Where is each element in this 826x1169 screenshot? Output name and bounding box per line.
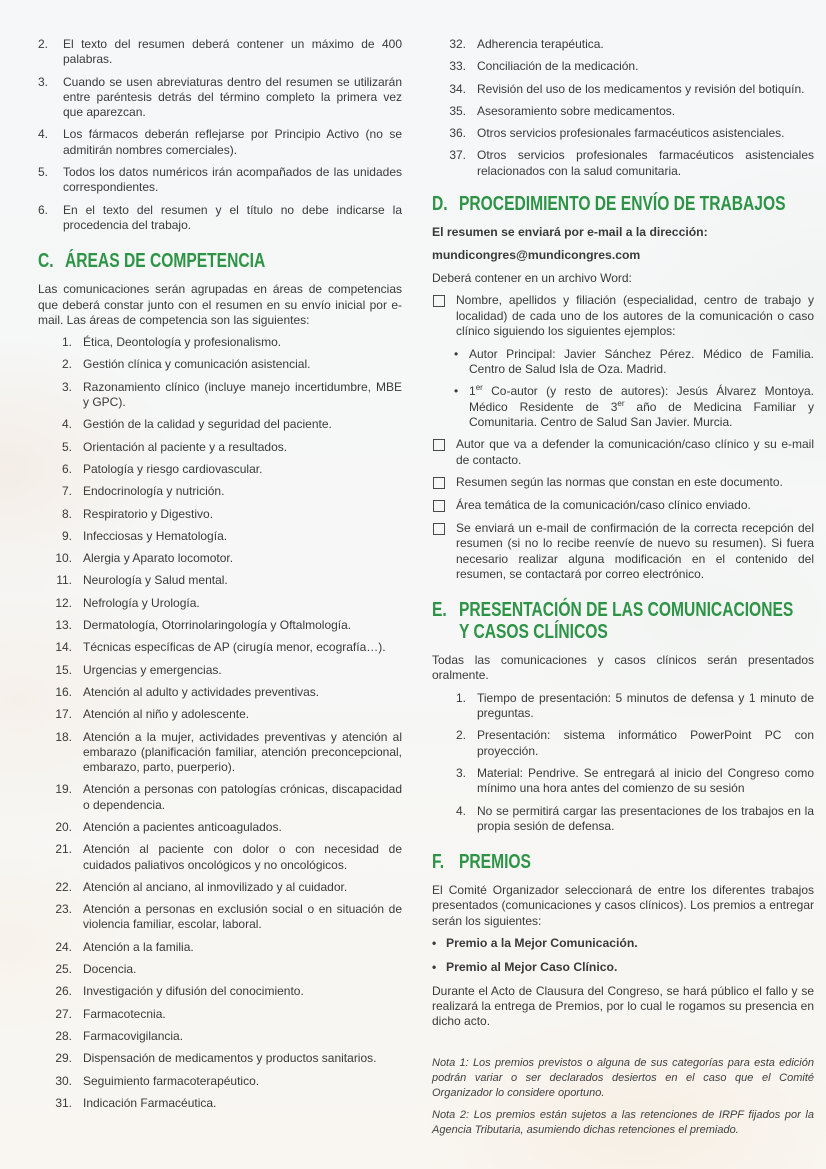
item-number: 35. (449, 103, 466, 118)
checkbox-icon (433, 500, 445, 512)
list-item (432, 104, 814, 119)
list-item (432, 728, 814, 759)
list-item (38, 663, 402, 678)
item-text: Respiratorio y Digestivo. (83, 506, 214, 521)
list-item (38, 640, 402, 655)
item-number: 3. (38, 74, 49, 89)
item-text: Neurología y Salud mental. (83, 573, 228, 588)
item-text: Atención a la mujer, actividades preventivas y atención al embarazo (planificación familiar, atención preconcepcional, embarazo, parto, puerperio). (83, 729, 402, 775)
item-text: Otros servicios profesionales farmacéuticos asistenciales. (477, 126, 785, 141)
checklist-item-text: Autor que va a defender la comunicación/caso clínico y su e-mail de contacto. (456, 437, 814, 467)
list-item (38, 820, 402, 835)
section-letter: E. (432, 599, 447, 622)
item-number: 2. (455, 728, 466, 743)
list-item (38, 1096, 402, 1111)
item-text: Alergia y Aparato locomotor. (83, 551, 234, 566)
item-text: Ética, Deontología y profesionalismo. (83, 335, 282, 350)
checklist-item-text: Se enviará un e-mail de confirmación de la correcta recepción del resumen (si no lo recibe reenvíe de nuevo su resumen). Si fuera necesario realizar alguna modificación en el contenido del resumen, se contactará por correo electrónico. (456, 520, 814, 581)
checklist-item-text: Área temática de la comunicación/caso clínico enviado. (456, 498, 751, 513)
item-text: Atención al niño y adolescente. (83, 707, 250, 722)
item-number: 4. (61, 417, 72, 432)
item-text: Técnicas específicas de AP (cirugía menor, ecografía…). (83, 640, 386, 655)
list-item (38, 1007, 402, 1022)
checklist-item-text: Nombre, apellidos y filiación (especialidad, centro de trabajo y localidad) de cada uno de los autores de la comunicación o caso clínico siguiendo los siguientes ejemplos: (456, 293, 814, 338)
section-title: PREMIOS (459, 851, 531, 874)
bullet-icon: • (432, 959, 437, 974)
note-text: Nota 1: Los premios previstos o alguna de sus categorías para esta edición podrán variar o ser declarados desiertos en el caso que el Comité Organizador lo considere oportuno. (432, 1057, 814, 1099)
list-item (38, 335, 402, 350)
item-text: Docencia. (83, 962, 137, 977)
item-text: Atención al anciano, al inmovilizado y al cuidador. (83, 879, 348, 894)
prize-item (432, 936, 814, 951)
checkbox-icon (433, 477, 445, 489)
left-column (38, 37, 402, 1145)
list-item (38, 462, 402, 477)
list-item (38, 127, 402, 158)
list-item (38, 573, 402, 588)
item-number: 17. (55, 707, 72, 722)
list-item (38, 730, 402, 776)
section-f-heading (432, 851, 814, 873)
item-number: 5. (38, 165, 49, 180)
word-file-instruction: Deberá contener en un archivo Word: (432, 271, 632, 286)
prize-item (432, 960, 814, 975)
list-item (38, 902, 402, 933)
section-letter: C. (38, 250, 54, 273)
item-text: Conciliación de la medicación. (477, 59, 639, 74)
item-number: 25. (55, 962, 72, 977)
item-number: 19. (55, 782, 72, 797)
item-number: 2. (61, 357, 72, 372)
list-item (38, 75, 402, 121)
list-item (38, 357, 402, 372)
section-e-intro: Todas las comunicaciones y casos clínicos serán presentados oralmente. (432, 653, 814, 683)
section-title: PRESENTACIÓN DE LAS COMUNICACIONES Y CASOS CLÍNICOS (459, 599, 794, 644)
item-text: Cuando se usen abreviaturas dentro del resumen se utilizarán entre paréntesis detrás del término completo la primera vez que aparezcan. (63, 74, 402, 120)
list-item (38, 380, 402, 411)
list-item (38, 37, 402, 68)
item-number: 9. (61, 528, 72, 543)
item-text: Todos los datos numéricos irán acompañados de las unidades correspondientes. (63, 165, 402, 195)
prize-text: Premio a la Mejor Comunicación. (446, 935, 638, 950)
item-text: Dermatología, Otorrinolaringología y Oftalmología. (83, 618, 352, 633)
item-number: 14. (55, 640, 72, 655)
item-number: 2. (38, 37, 49, 51)
item-number: 12. (55, 595, 72, 610)
section-c-intro: Las comunicaciones serán agrupadas en áreas de competencias que deberá constar junto con el resumen en su envío inicial por e-mail. Las áreas de competencia son las siguientes: (38, 282, 402, 327)
item-number: 10. (55, 551, 72, 566)
item-number: 31. (55, 1095, 72, 1110)
item-text: Seguimiento farmacoterapéutico. (83, 1073, 260, 1088)
item-number: 20. (55, 819, 72, 834)
item-text: Infecciosas y Hematología. (83, 528, 228, 543)
checklist-item-text: Resumen según las normas que constan en este documento. (456, 475, 783, 490)
list-item (432, 82, 814, 97)
section-f-closing: Durante el Acto de Clausura del Congreso, se hará público el fallo y se realizará la entrega de Premios, por lo cual le rogamos su presencia en dicho acto. (432, 983, 814, 1029)
list-item (38, 940, 402, 955)
prize-text: Premio al Mejor Caso Clínico. (446, 959, 618, 974)
item-text: Atención al adulto y actividades preventivas. (83, 684, 320, 699)
section-letter: F. (432, 851, 445, 874)
item-number: 26. (55, 984, 72, 999)
item-number: 6. (61, 461, 72, 476)
list-item (38, 707, 402, 722)
item-text: Material: Pendrive. Se entregará al inicio del Congreso como mínimo una hora antes del comienzo de su sesión (477, 765, 814, 796)
item-number: 5. (61, 439, 72, 454)
item-text: Atención a personas en exclusión social o en situación de violencia familiar, escolar, laboral. (83, 902, 402, 932)
section-title: PROCEDIMIENTO DE ENVÍO DE TRABAJOS (459, 193, 786, 216)
list-item (38, 1029, 402, 1044)
section-f-intro: El Comité Organizador seleccionará de entre los diferentes trabajos presentados (comunicaciones y casos clínicos). Los premios a entregar serán los siguientes: (432, 883, 814, 928)
item-text: Presentación: sistema informático PowerPoint PC con proyección. (477, 728, 814, 758)
item-number: 36. (449, 126, 466, 141)
checklist-item (432, 475, 814, 490)
item-text: Urgencias y emergencias. (83, 662, 222, 677)
item-number: 30. (55, 1073, 72, 1088)
item-text: Gestión de la calidad y seguridad del paciente. (83, 417, 332, 432)
item-text: Adherencia terapéutica. (477, 37, 604, 51)
footnotes (432, 1056, 814, 1137)
item-text: Farmacotecnia. (83, 1006, 166, 1021)
item-number: 1. (61, 335, 72, 350)
item-number: 8. (61, 506, 72, 521)
item-number: 28. (55, 1028, 72, 1043)
author-examples-list (454, 347, 814, 430)
list-item (38, 440, 402, 455)
item-text: Atención a pacientes anticoagulados. (83, 819, 282, 834)
list-item (38, 529, 402, 544)
example-item (454, 384, 814, 430)
example-item (454, 347, 814, 378)
item-number: 27. (55, 1006, 72, 1021)
list-item (38, 1074, 402, 1089)
item-text: Asesoramiento sobre medicamentos. (477, 103, 676, 118)
email-instruction: El resumen se enviará por e-mail a la dirección: (432, 225, 708, 240)
section-e-heading (432, 599, 814, 643)
checklist-item (432, 437, 814, 468)
item-number: 37. (449, 148, 466, 163)
item-number: 15. (55, 662, 72, 677)
section-d-heading (432, 193, 814, 215)
list-item (38, 962, 402, 977)
item-number: 13. (55, 618, 72, 633)
list-item (38, 551, 402, 566)
item-text: Patología y riesgo cardiovascular. (83, 461, 263, 476)
item-text: Los fármacos deberán reflejarse por Principio Activo (no se admitirán nombres comerciales). (63, 127, 402, 157)
item-number: 18. (55, 729, 72, 744)
checkbox-icon (433, 439, 445, 451)
list-item (38, 984, 402, 999)
competence-list (38, 335, 402, 1111)
item-number: 21. (55, 842, 72, 857)
item-text: Otros servicios profesionales farmacéuticos asistenciales relacionados con la salud comunitaria. (477, 148, 814, 178)
item-number: 7. (61, 484, 72, 499)
item-number: 32. (449, 37, 466, 51)
item-text: Orientación al paciente y a resultados. (83, 439, 288, 454)
example-text: Autor Principal: Javier Sánchez Pérez. Médico de Familia. Centro de Salud Isla de Oza. Madrid. (469, 346, 814, 377)
list-item (38, 165, 402, 196)
item-number: 23. (55, 902, 72, 917)
list-item (38, 417, 402, 432)
item-text: Atención a la familia. (83, 939, 194, 954)
item-text: No se permitirá cargar las presentaciones de los trabajos en la propia sesión de defensa. (477, 803, 814, 833)
item-text: Atención al paciente con dolor o con necesidad de cuidados paliativos oncológicos y no oncológicos. (83, 842, 402, 872)
checkbox-icon (433, 295, 445, 307)
item-number: 24. (55, 939, 72, 954)
section-c-heading (38, 250, 402, 272)
item-number: 11. (56, 573, 72, 588)
list-item (432, 59, 814, 74)
right-column (432, 37, 814, 1145)
item-number: 3. (455, 765, 466, 780)
item-text: Nefrología y Urología. (83, 595, 200, 610)
item-text: Razonamiento clínico (incluye manejo incertidumbre, MBE y GPC). (83, 379, 402, 410)
list-item (38, 782, 402, 813)
item-number: 1. (455, 690, 466, 705)
list-item (38, 507, 402, 522)
checklist-item (432, 521, 814, 582)
presentation-list (432, 691, 814, 834)
note-text: Nota 2: Los premios están sujetos a las retenciones de IRPF fijados por la Agencia Tributaria, asumiendo dichas retenciones el premiado. (432, 1109, 814, 1136)
list-item (432, 126, 814, 141)
item-text: Revisión del uso de los medicamentos y revisión del botiquín. (477, 81, 805, 96)
item-text: En el texto del resumen y el título no debe indicarse la procedencia del trabajo. (63, 202, 402, 232)
item-number: 4. (38, 127, 49, 142)
list-item (38, 203, 402, 234)
section-title: ÁREAS DE COMPETENCIA (65, 250, 266, 273)
prizes-list (432, 936, 814, 975)
item-text: Indicación Farmacéutica. (83, 1095, 217, 1110)
list-item (38, 596, 402, 611)
item-text: El texto del resumen deberá contener un máximo de 400 palabras. (63, 37, 402, 67)
item-number: 34. (449, 81, 466, 96)
item-text: Endocrinología y nutrición. (83, 484, 225, 499)
item-text: Atención a personas con patologías crónicas, discapacidad o dependencia. (83, 782, 402, 812)
checklist-item (432, 293, 814, 430)
list-item (432, 804, 814, 835)
list-item (432, 691, 814, 722)
list-item (38, 1051, 402, 1066)
item-text: Farmacovigilancia. (83, 1028, 184, 1043)
list-item (38, 685, 402, 700)
general-rules-list (38, 37, 402, 233)
list-item (38, 880, 402, 895)
item-number: 4. (455, 803, 466, 818)
list-item (432, 148, 814, 179)
list-item (432, 37, 814, 52)
list-item (38, 618, 402, 633)
item-text: Gestión clínica y comunicación asistencial. (83, 357, 311, 372)
item-text: Tiempo de presentación: 5 minutos de defensa y 1 minuto de preguntas. (477, 690, 814, 721)
checklist-item (432, 498, 814, 513)
list-item (38, 842, 402, 873)
item-text: Investigación y difusión del conocimiento. (83, 984, 304, 999)
email-address: mundicongres@mundicongres.com (432, 248, 641, 263)
item-number: 3. (61, 379, 72, 394)
competence-list-continued (432, 37, 814, 179)
bullet-icon: • (454, 346, 459, 361)
list-item (432, 766, 814, 797)
item-number: 6. (38, 202, 49, 217)
example-text: 1er Co-autor (y resto de autores): Jesús Álvarez Montoya. Médico Residente de 3er año de Medicina Familiar y Comunitaria. Centro de Salud San Javier. Murcia. (469, 383, 814, 429)
section-letter: D. (432, 193, 448, 216)
item-text: Dispensación de medicamentos y productos sanitarios. (83, 1051, 377, 1066)
list-item (38, 484, 402, 499)
submission-checklist (432, 293, 814, 582)
checkbox-icon (433, 523, 445, 535)
item-number: 29. (55, 1051, 72, 1066)
bullet-icon: • (432, 935, 437, 950)
item-number: 33. (449, 59, 466, 74)
item-number: 22. (55, 879, 72, 894)
bullet-icon: • (454, 384, 459, 399)
item-number: 16. (55, 684, 72, 699)
